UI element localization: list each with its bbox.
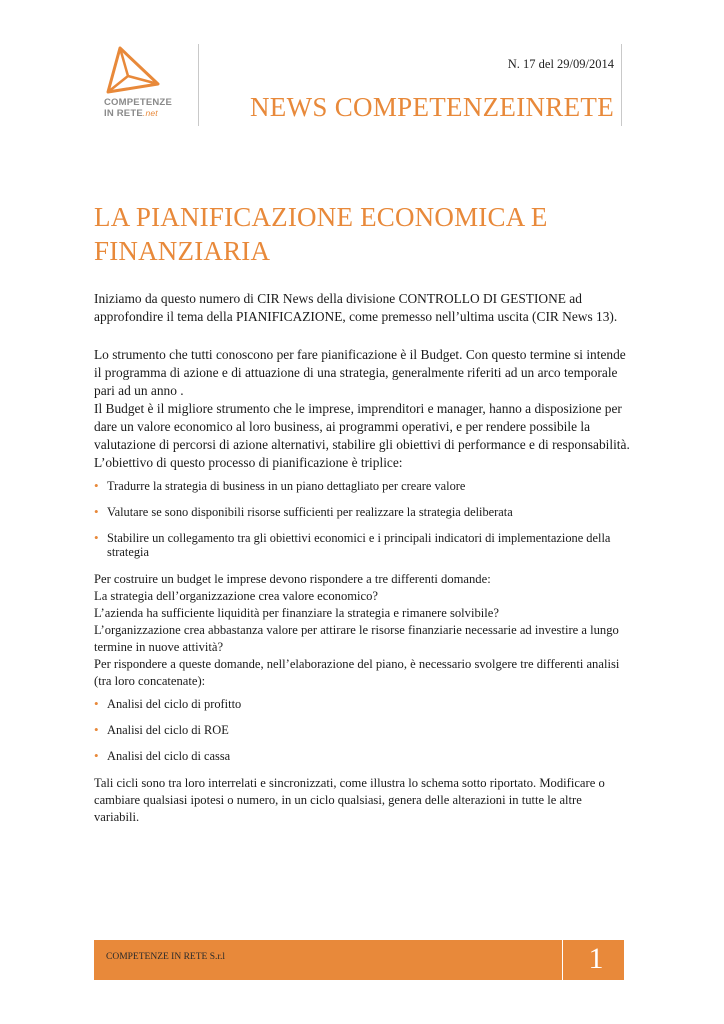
logo-line2: IN RETE: [104, 108, 143, 119]
objective-paragraph: L’obiettivo di questo processo di pianificazione è triplice:: [94, 455, 403, 470]
page-number: 1: [588, 942, 604, 975]
article-body: [94, 200, 630, 826]
list-item: • Stabilire un collegamento tra gli obiettivi economici e i principali indicatori di implementazione della strategia: [94, 530, 611, 559]
bullet-icon: •: [94, 478, 99, 493]
bullet-icon: •: [94, 748, 99, 763]
bullet-icon: •: [94, 530, 99, 545]
bullet-icon: •: [94, 504, 99, 519]
logo-line1: COMPETENZE: [104, 97, 172, 108]
list-item: • Analisi del ciclo di profitto: [94, 696, 242, 711]
bullet-icon: •: [94, 722, 99, 737]
page-footer: [94, 940, 624, 980]
company-logo: [98, 46, 178, 100]
questions-intro: Per costruire un budget le imprese devono rispondere a tre differenti domande:: [94, 572, 491, 586]
question-3: L’organizzazione crea abbastanza valore per attirare le risorse finanziarie necessarie ad investire a lungo termine in nuove attività?: [94, 623, 619, 654]
budget-role-paragraph: Il Budget è il migliore strumento che le imprese, imprenditori e manager, hanno a disposizione per dare un valore economico al loro business, ai programmi operativi, e per rendere possibile la valutazione di percorsi di azione alternativi, stabilire gli obiettivi di performance e di responsabilità.: [94, 401, 630, 452]
footer-company: COMPETENZE IN RETE S.r.l: [106, 952, 226, 962]
list-item: • Analisi del ciclo di cassa: [94, 748, 231, 763]
header-divider-left: [198, 44, 199, 126]
list-item: • Valutare se sono disponibili risorse sufficienti per realizzare la strategia deliberata: [94, 504, 513, 519]
question-1: La strategia dell’organizzazione crea valore economico?: [94, 589, 379, 603]
intro-paragraph: Iniziamo da questo numero di CIR News della divisione CONTROLLO DI GESTIONE ad approfondire il tema della PIANIFICAZIONE, come premesso nell’ultima uscita (CIR News 13).: [94, 291, 618, 324]
list-item: • Tradurre la strategia di business in un piano dettagliato per creare valore: [94, 478, 466, 493]
question-2: L’azienda ha sufficiente liquidità per finanziare la strategia e rimanere solvibile?: [94, 606, 499, 620]
analysis-intro: Per rispondere a queste domande, nell’elaborazione del piano, è necessario svolgere tre differenti analisi (tra loro concatenate):: [94, 657, 620, 688]
closing-paragraph: Tali cicli sono tra loro interrelati e sincronizzati, come illustra lo schema sotto riportato. Modificare o cambiare qualsiasi ipotesi o numero, in un ciclo qualsiasi, genera delle alterazioni in tutte le altre variabili.: [94, 776, 605, 824]
footer-divider: [562, 940, 563, 980]
header-divider-right: [621, 44, 622, 126]
triangle-logo-icon: [98, 46, 178, 100]
logo-text: [104, 98, 172, 119]
objectives-list: [94, 479, 630, 559]
issue-number: N. 17 del 29/09/2014: [507, 57, 614, 71]
budget-paragraph: Lo strumento che tutti conoscono per fare pianificazione è il Budget. Con questo termine si intende il programma di azione e di attuazione di una strategia, generalmente riferiti ad un arco temporale pari ad un anno .: [94, 347, 626, 398]
newsletter-title: NEWS COMPETENZEINRETE: [249, 92, 614, 122]
list-item: • Analisi del ciclo di ROE: [94, 722, 229, 737]
logo-suffix: .net: [142, 108, 158, 118]
bullet-icon: •: [94, 696, 99, 711]
article-title: LA PIANIFICAZIONE ECONOMICA E FINANZIARIA: [94, 202, 548, 266]
analysis-list: [94, 697, 630, 763]
